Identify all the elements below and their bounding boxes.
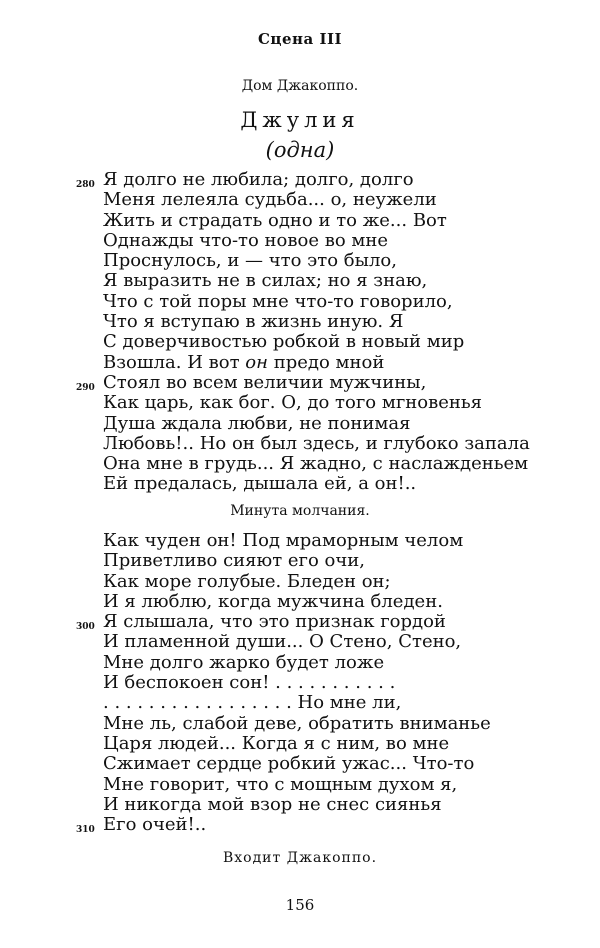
verse-line <box>103 414 583 434</box>
verse-line <box>103 251 583 271</box>
verse-line <box>103 754 583 774</box>
verse-text: Я долго не любила; долго, долго <box>103 169 414 190</box>
verse-line <box>103 795 583 815</box>
scene-title: Сцена III <box>257 30 343 48</box>
verse-text: Она мне в грудь... Я жадно, с наслажденьем <box>103 453 529 475</box>
verse-text: С доверчивостью робкой в новый мир <box>103 331 465 353</box>
verse-text: Однажды что-то новое во мне <box>103 229 389 251</box>
verse-text: И никогда мой взор не снес сиянья <box>103 793 442 815</box>
verse-text: Приветливо сияют его очи, <box>103 550 365 572</box>
verse-line <box>103 454 583 474</box>
verse-line <box>103 714 583 734</box>
verse-block-2 <box>76 530 583 836</box>
verse-line <box>103 312 583 332</box>
verse-line <box>103 734 583 754</box>
verse-text: Ей предалась, дышала ей, а он!.. <box>103 473 417 495</box>
verse-text: Как море голубые. Бледен он; <box>103 570 391 592</box>
verse-text: Его очей!.. <box>103 814 207 836</box>
verse-text: Что я вступаю в жизнь иную. Я <box>103 311 404 333</box>
scene-setting: Дом Джакоппо. <box>241 78 359 94</box>
verse-emphasis: он <box>245 351 268 373</box>
verse-text: Проснулось, и — что это было, <box>103 250 397 272</box>
verse-line <box>103 292 583 312</box>
verse-text: И пламенной души... О Стено, Стено, <box>103 631 462 653</box>
verse-line <box>103 531 583 551</box>
verse-line <box>103 434 583 454</box>
verse-text: Как царь, как бог. О, до того мгновенья <box>103 392 483 414</box>
verse-line <box>103 632 583 652</box>
verse-line <box>76 611 583 633</box>
verse-line <box>103 190 583 210</box>
verse-text: Взошла. И вот <box>103 351 246 373</box>
verse-line <box>103 353 583 373</box>
verse-text: предо мной <box>268 351 385 373</box>
verse-line <box>103 211 583 231</box>
verse-line <box>103 271 583 291</box>
verse-text: Сжимает сердце робкий ужас... Что-то <box>103 753 475 775</box>
verse-text: Любовь!.. Но он был здесь, и глубоко запала <box>103 432 530 454</box>
verse-text: Мне долго жарко будет ложе <box>103 651 385 673</box>
verse-line <box>76 169 583 190</box>
verse-line <box>103 693 583 713</box>
verse-text: Стоял во всем величии мужчины, <box>103 371 427 393</box>
page-number: 156 <box>285 896 315 914</box>
verse-text: Мне ль, слабой деве, обратить вниманье <box>103 712 491 734</box>
line-number: 280 <box>76 180 95 190</box>
speaker-name: Джулия <box>240 108 360 132</box>
verse-text: Меня лелеяла судьба... о, неужели <box>103 189 437 211</box>
verse-line <box>76 371 583 393</box>
verse-line <box>103 653 583 673</box>
line-number: 310 <box>76 825 95 836</box>
verse-text: И я люблю, когда мужчина бледен. <box>103 590 443 612</box>
verse-line <box>103 592 583 612</box>
verse-text: Мне говорит, что с мощным духом я, <box>103 773 458 795</box>
verse-text: Как чуден он! Под мраморным челом <box>103 530 464 551</box>
verse-block-1 <box>76 169 583 495</box>
verse-text: Я выразить не в силах; но я знаю, <box>103 270 428 292</box>
verse-line <box>76 814 583 836</box>
verse-line <box>103 332 583 352</box>
verse-text: Душа ждала любви, не понимая <box>103 412 411 434</box>
verse-line <box>103 474 583 494</box>
stage-direction-entrance: Входит Джакоппо. <box>222 850 378 866</box>
verse-line <box>103 673 583 693</box>
verse-line <box>103 551 583 571</box>
verse-text: . . . . . . . . . . . . . . . . . Но мне ли, <box>103 692 402 714</box>
speaker-aside: (одна) <box>265 138 335 162</box>
verse-text: Я слышала, что это признак гордой <box>103 611 446 633</box>
verse-line <box>103 572 583 592</box>
verse-text: Что с той поры мне что-то говорило, <box>103 290 453 312</box>
stage-direction-pause: Минута молчания. <box>230 503 370 519</box>
line-number: 300 <box>76 622 95 633</box>
verse-text: И беспокоен сон! . . . . . . . . . . . <box>103 672 396 694</box>
verse-line <box>103 775 583 795</box>
verse-line <box>103 393 583 413</box>
verse-line <box>103 231 583 251</box>
line-number: 290 <box>76 382 95 393</box>
verse-text: Жить и страдать одно и то же... Вот <box>103 209 447 231</box>
verse-text: Царя людей... Когда я с ним, во мне <box>103 732 450 754</box>
